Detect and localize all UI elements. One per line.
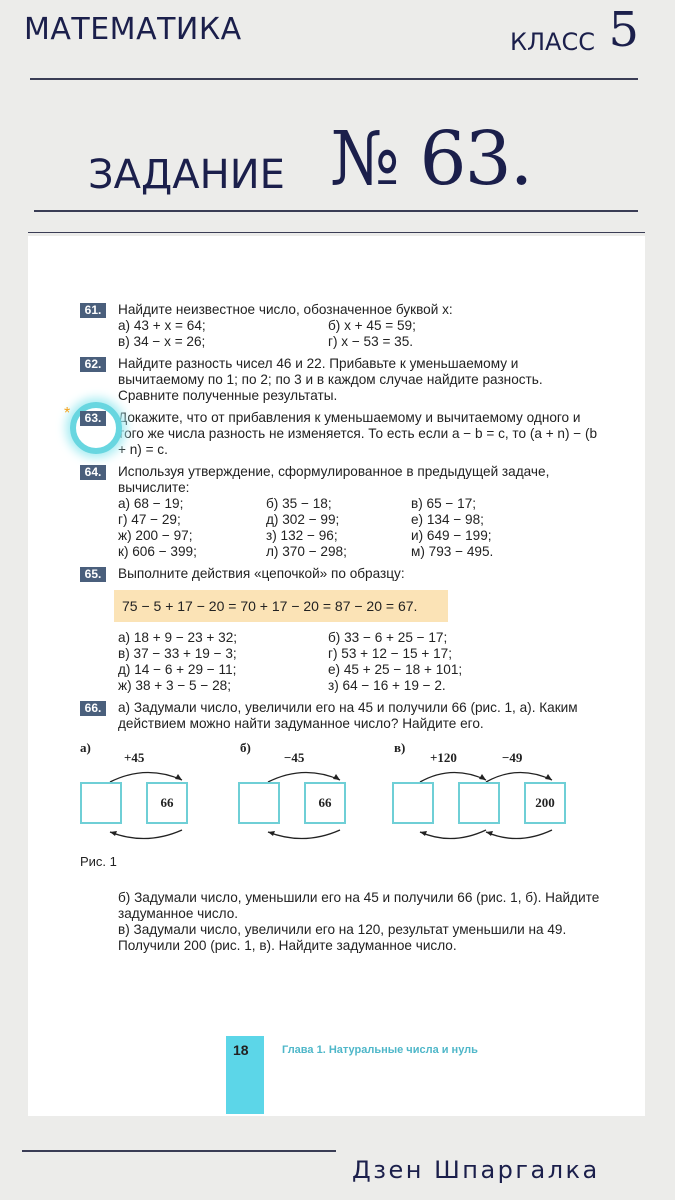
figure-a-label: а): [80, 740, 91, 755]
exercise-item: а) 68 − 19;: [118, 496, 184, 511]
task-number: № 63.: [330, 116, 532, 202]
exercise-item: д) 14 − 6 + 29 − 11;: [118, 662, 237, 677]
exercise-item: г) 53 + 12 − 15 + 17;: [328, 646, 452, 661]
exercise-text: Найдите разность чисел 46 и 22. Прибавьте к уменьшаемому и вычитаемому по 1; по 2; по 3 и в каждом случае найдите разность. Сравните полученные результаты.: [118, 356, 543, 403]
footer-rule: [22, 1150, 336, 1152]
subject-title: МАТЕМАТИКА: [24, 12, 242, 47]
grade-number: 5: [608, 2, 639, 58]
exercise-number: 62.: [80, 357, 106, 372]
textbook-page: [28, 236, 645, 1116]
arrow-icon: [260, 826, 350, 846]
brand-name: Дзен Шпаргалка: [352, 1156, 600, 1184]
exercise-number: 66.: [80, 701, 106, 716]
figure-caption: Рис. 1: [80, 854, 117, 869]
exercise-item: ж) 200 − 97;: [118, 528, 193, 543]
star-icon: *: [64, 405, 71, 422]
exercise-61: [80, 302, 600, 350]
figure-b-label: б): [240, 740, 251, 755]
exercise-text: Выполните действия «цепочкой» по образцу:: [118, 566, 405, 581]
figure-c-box-unknown: [392, 782, 434, 824]
exercise-item: е) 134 − 98;: [411, 512, 484, 527]
exercise-item: б) x + 45 = 59;: [328, 318, 416, 333]
arrow-icon: [480, 826, 560, 846]
exercise-64: [80, 464, 600, 560]
page-content: [64, 302, 600, 954]
task-word: ЗАДАНИЕ: [88, 152, 285, 198]
grade-label: КЛАСС: [509, 28, 595, 56]
exercise-item: е) 45 + 25 − 18 + 101;: [328, 662, 463, 677]
sample-box: 75 − 5 + 17 − 20 = 70 + 17 − 20 = 87 − 20 = 67.: [114, 590, 448, 622]
exercise-text: Найдите неизвестное число, обозначенное буквой x:: [118, 302, 453, 317]
exercise-66: [80, 700, 600, 732]
page-number: 18: [233, 1042, 249, 1058]
exercise-62: [80, 356, 600, 404]
exercise-item: в) 65 − 17;: [411, 496, 477, 511]
task-rule: [34, 210, 638, 212]
exercise-item: з) 64 − 16 + 19 − 2.: [328, 678, 446, 693]
figure-b-box-value: 66: [304, 782, 346, 824]
exercise-item: а) 43 + x = 64;: [118, 318, 206, 333]
exercise-item: г) 47 − 29;: [118, 512, 181, 527]
exercise-text: Докажите, что от прибавления к уменьшаемому и вычитаемому одного и того же числа разность не изменяется. То есть если a − b = c, то (a + n) − (b + n) = c.: [118, 410, 598, 457]
exercise-number: 63.: [80, 411, 106, 426]
exercise-66-parts: [80, 890, 600, 954]
figure-c-op1: +120: [430, 750, 457, 765]
figure-a-box-unknown: [80, 782, 122, 824]
exercise-item: ж) 38 + 3 − 5 − 28;: [118, 678, 232, 693]
exercise-number: 64.: [80, 465, 106, 480]
highlight-ring: [70, 402, 122, 454]
exercise-item: в) 37 − 33 + 19 − 3;: [118, 646, 237, 661]
exercise-item: и) 649 − 199;: [411, 528, 492, 543]
arrow-icon: [102, 826, 192, 846]
exercise-text: а) Задумали число, увеличили его на 45 и получили 66 (рис. 1, а). Каким действием можно найти задуманное число? Найдите его.: [118, 700, 578, 731]
figure-b-box-unknown: [238, 782, 280, 824]
exercise-item: б) 35 − 18;: [266, 496, 332, 511]
exercise-63: [64, 405, 600, 458]
exercise-item: м) 793 − 495.: [411, 544, 494, 559]
exercise-item: а) 18 + 9 − 23 + 32;: [118, 630, 238, 645]
exercise-item: в) 34 − x = 26;: [118, 334, 206, 349]
chapter-title: Глава 1. Натуральные числа и нуль: [282, 1044, 478, 1056]
header-rule: [30, 78, 638, 80]
exercise-number: 65.: [80, 567, 106, 582]
figure-a-box-value: 66: [146, 782, 188, 824]
exercise-text: в) Задумали число, увеличили его на 120, результат уменьшили на 49. Получили 200 (рис. 1, в). Найдите задуманное число.: [118, 922, 567, 953]
figure-a-op: +45: [124, 750, 145, 765]
exercise-text: Используя утверждение, сформулированное в предыдущей задаче, вычислите:: [118, 464, 550, 495]
exercise-text: б) Задумали число, уменьшили его на 45 и получили 66 (рис. 1, б). Найдите задуманное число.: [118, 890, 600, 921]
exercise-item: л) 370 − 298;: [266, 544, 347, 559]
figure-b-op: −45: [284, 750, 305, 765]
figure-c-label: в): [394, 740, 406, 755]
exercise-item: д) 302 − 99;: [266, 512, 340, 527]
task-rule-2: [28, 232, 645, 233]
figure-c-op2: −49: [502, 750, 523, 765]
exercise-item: б) 33 − 6 + 25 − 17;: [328, 630, 448, 645]
figure-c-box-middle: [458, 782, 500, 824]
exercise-number: 61.: [80, 303, 106, 318]
figure-1: [80, 740, 600, 872]
exercise-item: з) 132 − 96;: [266, 528, 338, 543]
exercise-item: к) 606 − 399;: [118, 544, 197, 559]
exercise-item: г) x − 53 = 35.: [328, 334, 414, 349]
figure-c-box-value: 200: [524, 782, 566, 824]
exercise-65: [80, 566, 600, 694]
